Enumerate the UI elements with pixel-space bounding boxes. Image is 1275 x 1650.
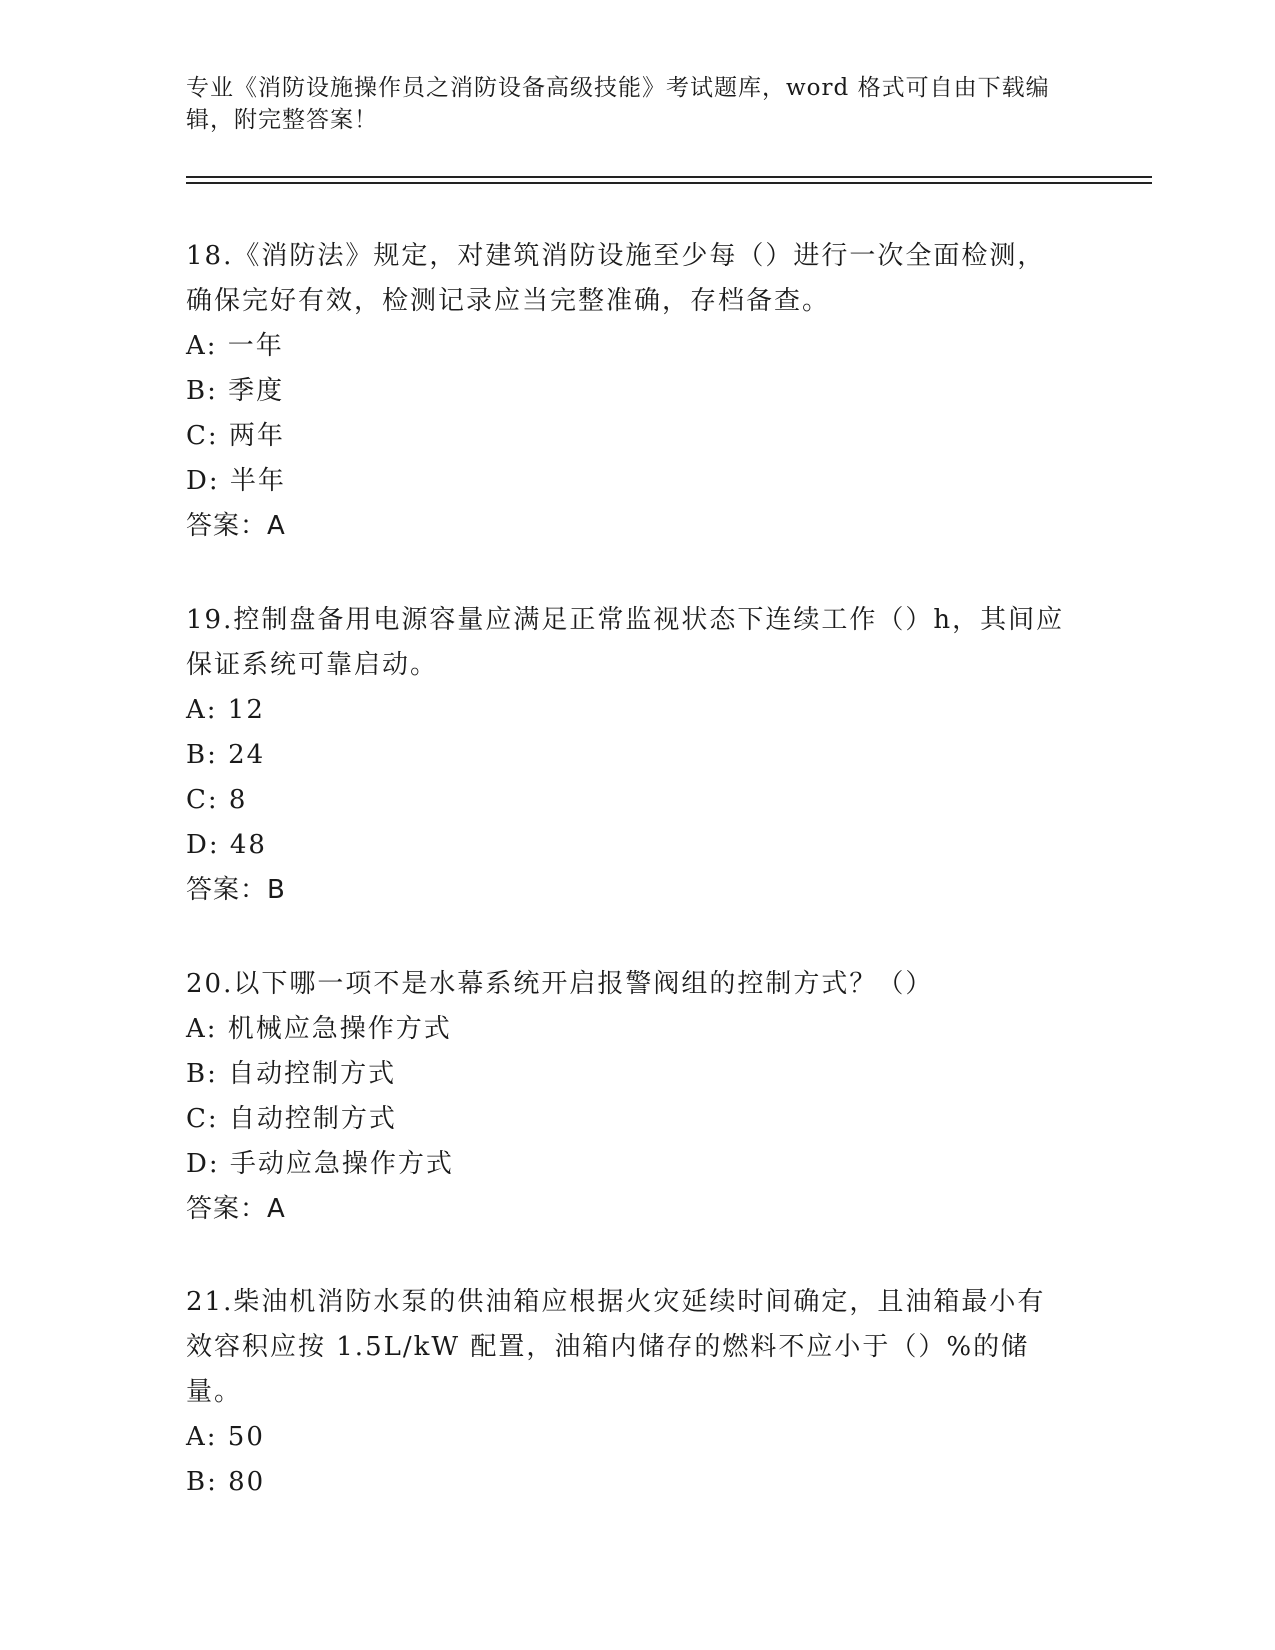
question-21 — [186, 1280, 1066, 1505]
answer: 答案：A — [186, 1194, 286, 1224]
question-stem: 18.《消防法》规定，对建筑消防设施至少每（）进行一次全面检测，确保完好有效，检测记录应当完整准确，存档备查。 — [186, 241, 1046, 316]
question-stem: 20.以下哪一项不是水幕系统开启报警阀组的控制方式？（） — [186, 969, 934, 999]
option-c: C: 自动控制方式 — [186, 1104, 397, 1134]
option-b: B: 季度 — [186, 376, 285, 406]
option-d: D: 手动应急操作方式 — [186, 1149, 454, 1179]
option-d: D: 半年 — [186, 466, 286, 496]
option-b: B: 自动控制方式 — [186, 1059, 397, 1089]
option-d: D: 48 — [186, 830, 267, 860]
question-stem: 19.控制盘备用电源容量应满足正常监视状态下连续工作（）h，其间应保证系统可靠启动。 — [186, 605, 1065, 680]
question-stem: 21.柴油机消防水泵的供油箱应根据火灾延续时间确定，且油箱最小有效容积应按 1.5L/kW 配置，油箱内储存的燃料不应小于（）%的储量。 — [186, 1287, 1046, 1407]
option-b: B: 24 — [186, 740, 266, 770]
question-20 — [186, 962, 1066, 1232]
option-a: A: 机械应急操作方式 — [186, 1014, 452, 1044]
question-19 — [186, 598, 1066, 913]
question-18 — [186, 234, 1066, 549]
option-a: A: 50 — [186, 1422, 265, 1452]
answer: 答案：B — [186, 875, 286, 905]
option-a: A: 一年 — [186, 331, 284, 361]
header-divider-top — [186, 176, 1152, 178]
answer: 答案：A — [186, 511, 286, 541]
option-a: A: 12 — [186, 695, 265, 725]
option-b: B: 80 — [186, 1467, 266, 1497]
option-c: C: 8 — [186, 785, 248, 815]
option-c: C: 两年 — [186, 421, 285, 451]
document-header: 专业《消防设施操作员之消防设备高级技能》考试题库，word 格式可自由下载编辑，附完整答案！ — [186, 75, 1050, 133]
header-divider-bottom — [186, 182, 1152, 184]
